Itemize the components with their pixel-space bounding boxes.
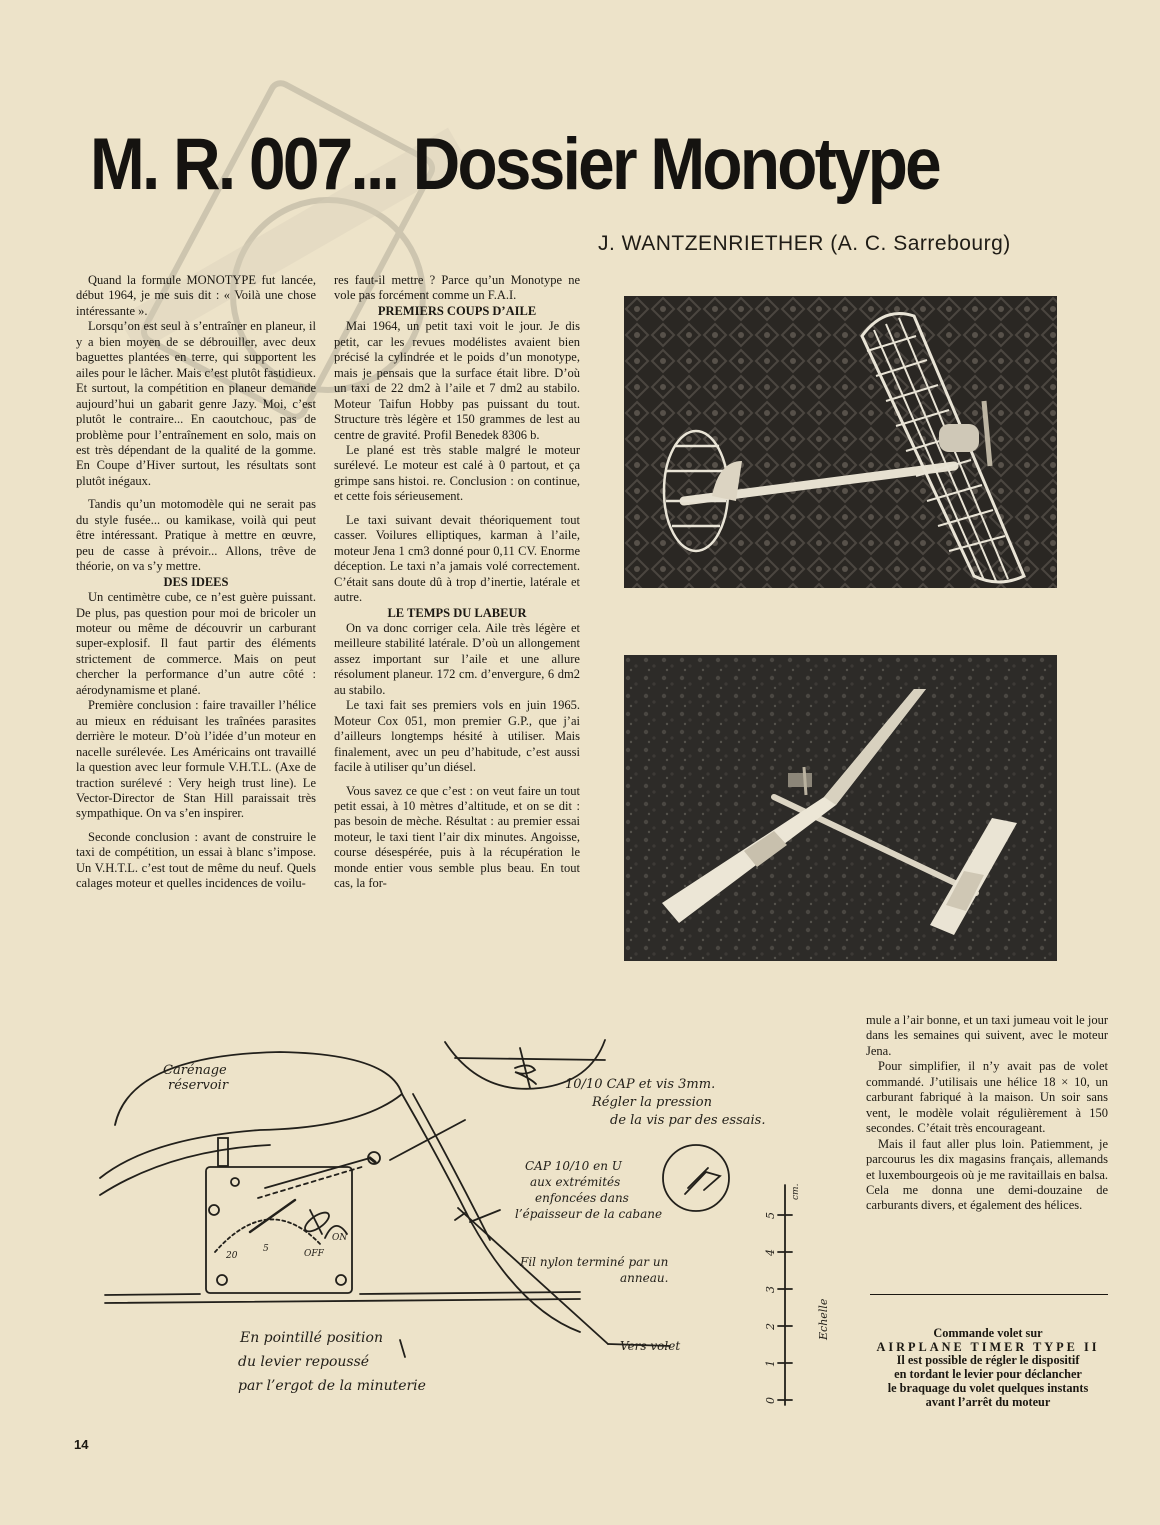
paragraph: Un centimètre cube, ce n’est guère puissant. De plus, pas question pour moi de bricoler un moteur ou même de découvrir un carburant super-explosif. Il faut partir des éléments strictement de commerce. Mais on peut chercher la performance d’un autre côté : aérodynamisme et plané.	[76, 590, 316, 697]
label-reservoir: réservoir	[168, 1078, 229, 1093]
text-column-3	[866, 1013, 1108, 1255]
text-column-2	[334, 273, 580, 985]
label-u-3: enfoncées dans	[535, 1191, 629, 1205]
label-on: ON	[332, 1233, 348, 1243]
text-column-1	[76, 273, 316, 1015]
label-pointille-3: par l’ergot de la minuterie	[238, 1378, 426, 1394]
caption-line: avant l’arrêt du moteur	[925, 1394, 1051, 1409]
label-cap-3: de la vis par des essais.	[610, 1113, 766, 1128]
section-heading: PREMIERS COUPS D’AILE	[377, 303, 537, 318]
label-nylon-2: anneau.	[620, 1271, 669, 1285]
caption-line: Commande volet sur	[933, 1326, 1043, 1340]
paragraph: Quand la formule MONOTYPE fut lancée, début 1964, je me suis dit : « Voilà une chose intéressante ».	[76, 273, 316, 318]
label-nylon-1: Fil nylon terminé par un	[520, 1255, 669, 1269]
paragraph: Le taxi fait ses premiers vols en juin 1965. Moteur Cox 051, mon premier G.P., que j’ai d’ailleurs longtemps hésité à utiliser. Mais finalement, avec un peu d’habitude, c’est aussi facile à utiliser qu’un diésel.	[334, 698, 580, 775]
photo-model-framework	[624, 296, 1057, 588]
label-u-4: l’épaisseur de la cabane	[515, 1207, 663, 1221]
page-number: 14	[74, 1437, 89, 1452]
label-pointille-2: du levier repoussé	[238, 1354, 370, 1370]
figure-caption	[866, 1327, 1110, 1409]
label-pointille-1: En pointillé position	[240, 1330, 383, 1346]
paragraph: res faut-il mettre ? Parce qu’un Monotype ne vole pas forcément comme un F.A.I.	[334, 273, 580, 303]
paragraph: mule a l’air bonne, et un taxi jumeau voit le jour dans les semaines qui suivent, avec le moteur Jena.	[866, 1013, 1108, 1058]
section-heading: DES IDEES	[163, 574, 229, 589]
label-carenage: Carénage	[163, 1063, 227, 1078]
paragraph: Tandis qu’un motomodèle qui ne serait pas du style fusée... ou kamikase, voilà qui peut être intéressant. Pratique à mettre en œuvre, peu de casse à prévoir... Allons, trêve de théorie, on va s’y mettre.	[76, 497, 316, 574]
paragraph: Vous savez ce que c’est : on veut faire un tout petit essai, à 10 mètres d’altitude, et on se dit : pas besoin de mèche. Résultat : au premier essai moteur, le taxi tient l’air dix minutes. Angoisse, course désespérée, puis à la récupération le monde entier vous semble plus beau. En tout cas, la for-	[334, 783, 580, 891]
label-cap-2: Régler la pression	[592, 1095, 712, 1110]
caption-line: le braquage du volet quelques instants	[887, 1380, 1089, 1395]
caption-line: en tordant le levier pour déclancher	[894, 1367, 1082, 1382]
label-u-2: aux extrémités	[530, 1175, 621, 1189]
article-title: M. R. 007... Dossier Monotype	[90, 124, 940, 205]
scale-tick-4: 4	[764, 1249, 777, 1256]
flap-command-sketch	[60, 1010, 860, 1404]
section-heading: LE TEMPS DU LABEUR	[387, 605, 527, 620]
paragraph: Pour simplifier, il n’y avait pas de volet commandé. J’utilisais une hélice 18 × 10, un carburant fabriqué à la maison. Un soir sans vent, le modèle volait régulièrement à 150 secondes. C’était très encourageant.	[866, 1059, 1108, 1136]
paragraph: Mai 1964, un petit taxi voit le jour. Je dis petit, car les revues modélistes avaient bien précisé la cylindrée et le poids d’un monotype, mais je pensais que la surface était libre. D’où un taxi de 22 dm2 à l’aile et 7 dm2 au stabilo. Moteur Taifun Hobby pas puissant du tout. Structure très légère et 150 grammes de lest au centre de gravité. Profil Benedek 8306 b.	[334, 319, 580, 442]
scale-label: Echelle	[817, 1298, 830, 1340]
caption-line: AIRPLANE TIMER TYPE II	[876, 1339, 1100, 1354]
label-cap-1: 10/10 CAP et vis 3mm.	[565, 1077, 716, 1092]
scale-tick-3: 3	[764, 1286, 777, 1293]
paragraph: Seconde conclusion : avant de construire le taxi de compétition, un essai à blanc s’impose. Un V.H.T.L. c’est tout de même du neuf. Quels calages moteur et quelles incidences de voilu-	[76, 829, 316, 891]
label-u-1: CAP 10/10 en U	[525, 1159, 622, 1173]
caption-line: Il est possible de régler le dispositif	[896, 1353, 1080, 1368]
paragraph: On va donc corriger cela. Aile très légère et meilleure stabilité latérale. D’où un allongement assez important sur l’aile et une allure résolument planeur. 172 cm. d’envergure, 6 dm2 au stabilo.	[334, 620, 580, 697]
label-20: 20	[226, 1251, 238, 1261]
label-5: 5	[263, 1244, 269, 1254]
paragraph: Le taxi suivant devait théoriquement tout casser. Voilures elliptiques, karman à l’aile, moteur Jena 1 cm3 donné pour 0,11 CV. Enorme déception. Le taxi n’a jamais volé correctement. C’était sans doute dû à trop d’inertie, latérale et autre.	[334, 512, 580, 605]
label-vers-volet: Vers volet	[620, 1339, 681, 1353]
article-byline: J. WANTZENRIETHER (A. C. Sarrebourg)	[598, 232, 1011, 255]
scale-tick-1: 1	[764, 1360, 777, 1367]
photo-model-ground	[624, 655, 1057, 961]
caption-rule	[870, 1294, 1108, 1295]
paragraph: Lorsqu’on est seul à s’entraîner en planeur, il y a bien moyen de se débrouiller, avec deux baguettes plantées en terre, qui supportent les ailes pour le lâcher. Mais c’est plutôt fastidieux. Et surtout, la compétition en planeur demande aujourd’hui un gabarit genre Jazy. Moi, c’est plutôt le contraire... En caoutchouc, pas de problème pour l’entraînement en solo, mais on est très dépendant de la qualité de la gomme. En Coupe d’Hiver surtout, les résultats sont plutôt inégaux.	[76, 319, 316, 488]
paragraph: Le plané est très stable malgré le moteur surélevé. Le moteur est calé à 0 partout, et ça grimpe sans histoi. re. Conclusion : on continue, et cette fois sérieusement.	[334, 442, 580, 504]
label-off: OFF	[304, 1249, 324, 1259]
paragraph: Mais il faut aller plus loin. Patiemment, je parcourus les dix magasins français, allemands et luxembourgeois où je me ravitaillais en balsa. Cela me donna une demi-douzaine de carburants divers, et également des hélices.	[866, 1136, 1108, 1213]
scale-tick-5: 5	[764, 1212, 777, 1219]
scale-tick-0: 0	[764, 1397, 777, 1404]
scale-unit: cm.	[791, 1183, 801, 1200]
scale-tick-2: 2	[764, 1323, 777, 1330]
paragraph: Première conclusion : faire travailler l’hélice au mieux en réduisant les traînées parasites derrière le moteur. D’où l’idée d’un moteur en nacelle surélevée. Les Américains ont travaillé la question avec leur formule V.H.T.L. (Axe de traction surélevé : Very heigh trust line). Le Vector-Director de Stan Hill paraissait très sympathique. On va s’en inspirer.	[76, 698, 316, 821]
